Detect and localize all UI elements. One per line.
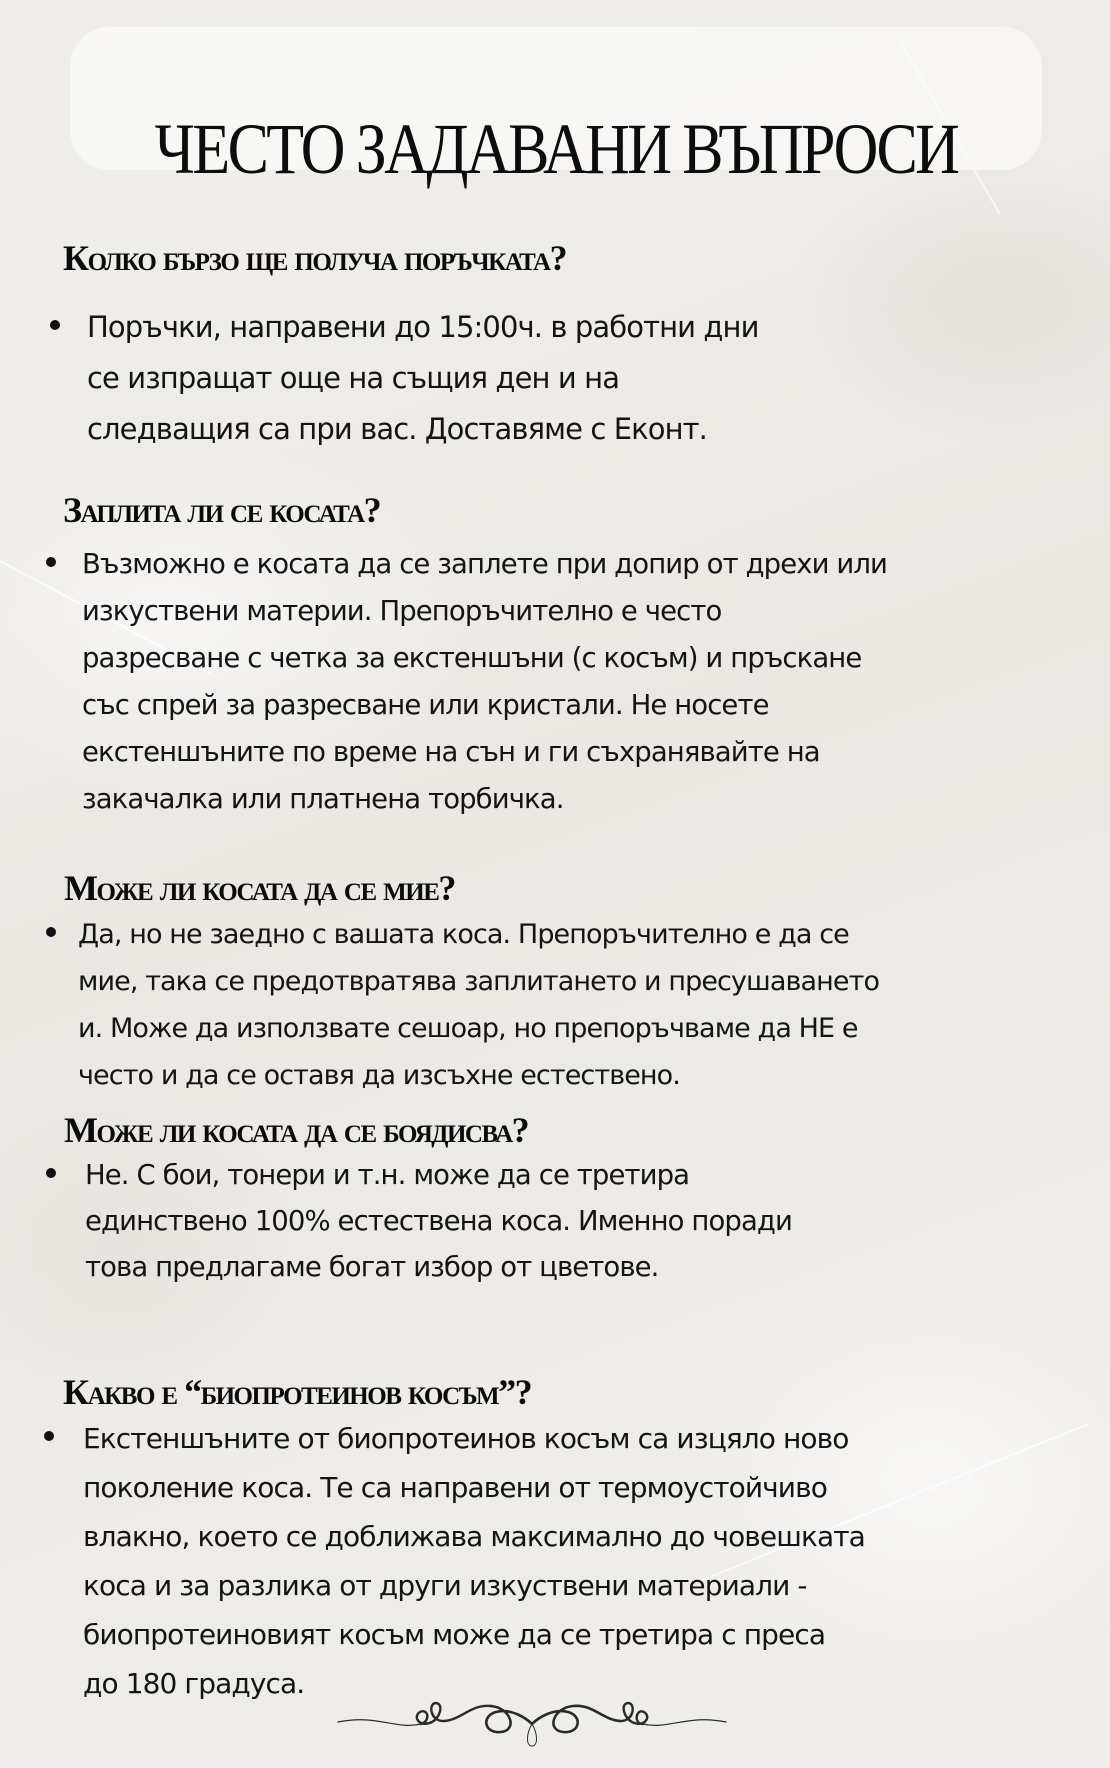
answer-line: до 180 градуса. [83, 1667, 305, 1700]
answer-line: единствено 100% естествена коса. Именно поради [85, 1205, 793, 1237]
answer-line: Екстеншъните от биопротеинов косъм са изцяло ново [83, 1422, 849, 1455]
faq-answer [85, 1152, 792, 1290]
answer-line: екстеншъните по време на сън и ги съхранявайте на [82, 736, 820, 768]
bullet-icon [46, 1168, 56, 1178]
answer-line: мие, така се предотвратява заплитането и пресушаването [78, 966, 880, 997]
answer-line: със спрей за разресване или кристали. Не носете [82, 689, 769, 721]
answer-line: Възможно е косата да се заплете при допир от дрехи или [82, 548, 888, 580]
faq-question: Заплита ли се косата? [63, 490, 381, 530]
answer-line: и. Може да използвате сешоар, но препоръчваме да НЕ е [78, 1013, 858, 1044]
faq-question: Колко бързо ще получа поръчката? [63, 238, 567, 278]
answer-line: това предлагаме богат избор от цветове. [85, 1251, 659, 1283]
answer-line: коса и за разлика от други изкуствени материали - [83, 1569, 807, 1602]
faq-answer [78, 911, 879, 1099]
answer-line: изкуствени материи. Препоръчително е често [82, 595, 722, 627]
bullet-icon [50, 320, 60, 330]
answer-line: се изпращат още на същия ден и на [87, 361, 620, 395]
answer-line: разресване с четка за екстеншъни (с косъм) и пръскане [82, 642, 862, 674]
faq-answer [83, 1414, 865, 1708]
faq-question: Какво е “биопротеинов косъм”? [63, 1372, 532, 1412]
flourish-divider-icon [336, 1696, 728, 1748]
answer-line: Не. С бои, тонери и т.н. може да се третира [85, 1159, 690, 1191]
answer-line: често и да се оставя да изсъхне естествено. [78, 1060, 680, 1091]
bullet-icon [44, 1431, 54, 1441]
answer-line: биопротеиновият косъм може да се третира с преса [83, 1618, 826, 1651]
faq-question: Може ли косата да се боядисва? [64, 1110, 529, 1150]
faq-answer [87, 302, 759, 455]
bullet-icon [46, 557, 56, 567]
bullet-icon [46, 927, 56, 937]
faq-question: Може ли косата да се мие? [64, 868, 455, 908]
answer-line: закачалка или платнена торбичка. [82, 783, 564, 815]
page-title: ЧЕСТО ЗАДАВАНИ ВЪПРОСИ [154, 109, 958, 190]
answer-line: Поръчки, направени до 15:00ч. в работни дни [87, 310, 759, 344]
answer-line: влакно, което се доближава максимално до човешката [83, 1520, 865, 1553]
faq-answer [82, 541, 887, 823]
answer-line: поколение коса. Те са направени от термоустойчиво [83, 1471, 827, 1504]
answer-line: следващия са при вас. Доставяме с Еконт. [87, 412, 707, 446]
answer-line: Да, но не заедно с вашата коса. Препоръчително е да се [78, 919, 849, 950]
